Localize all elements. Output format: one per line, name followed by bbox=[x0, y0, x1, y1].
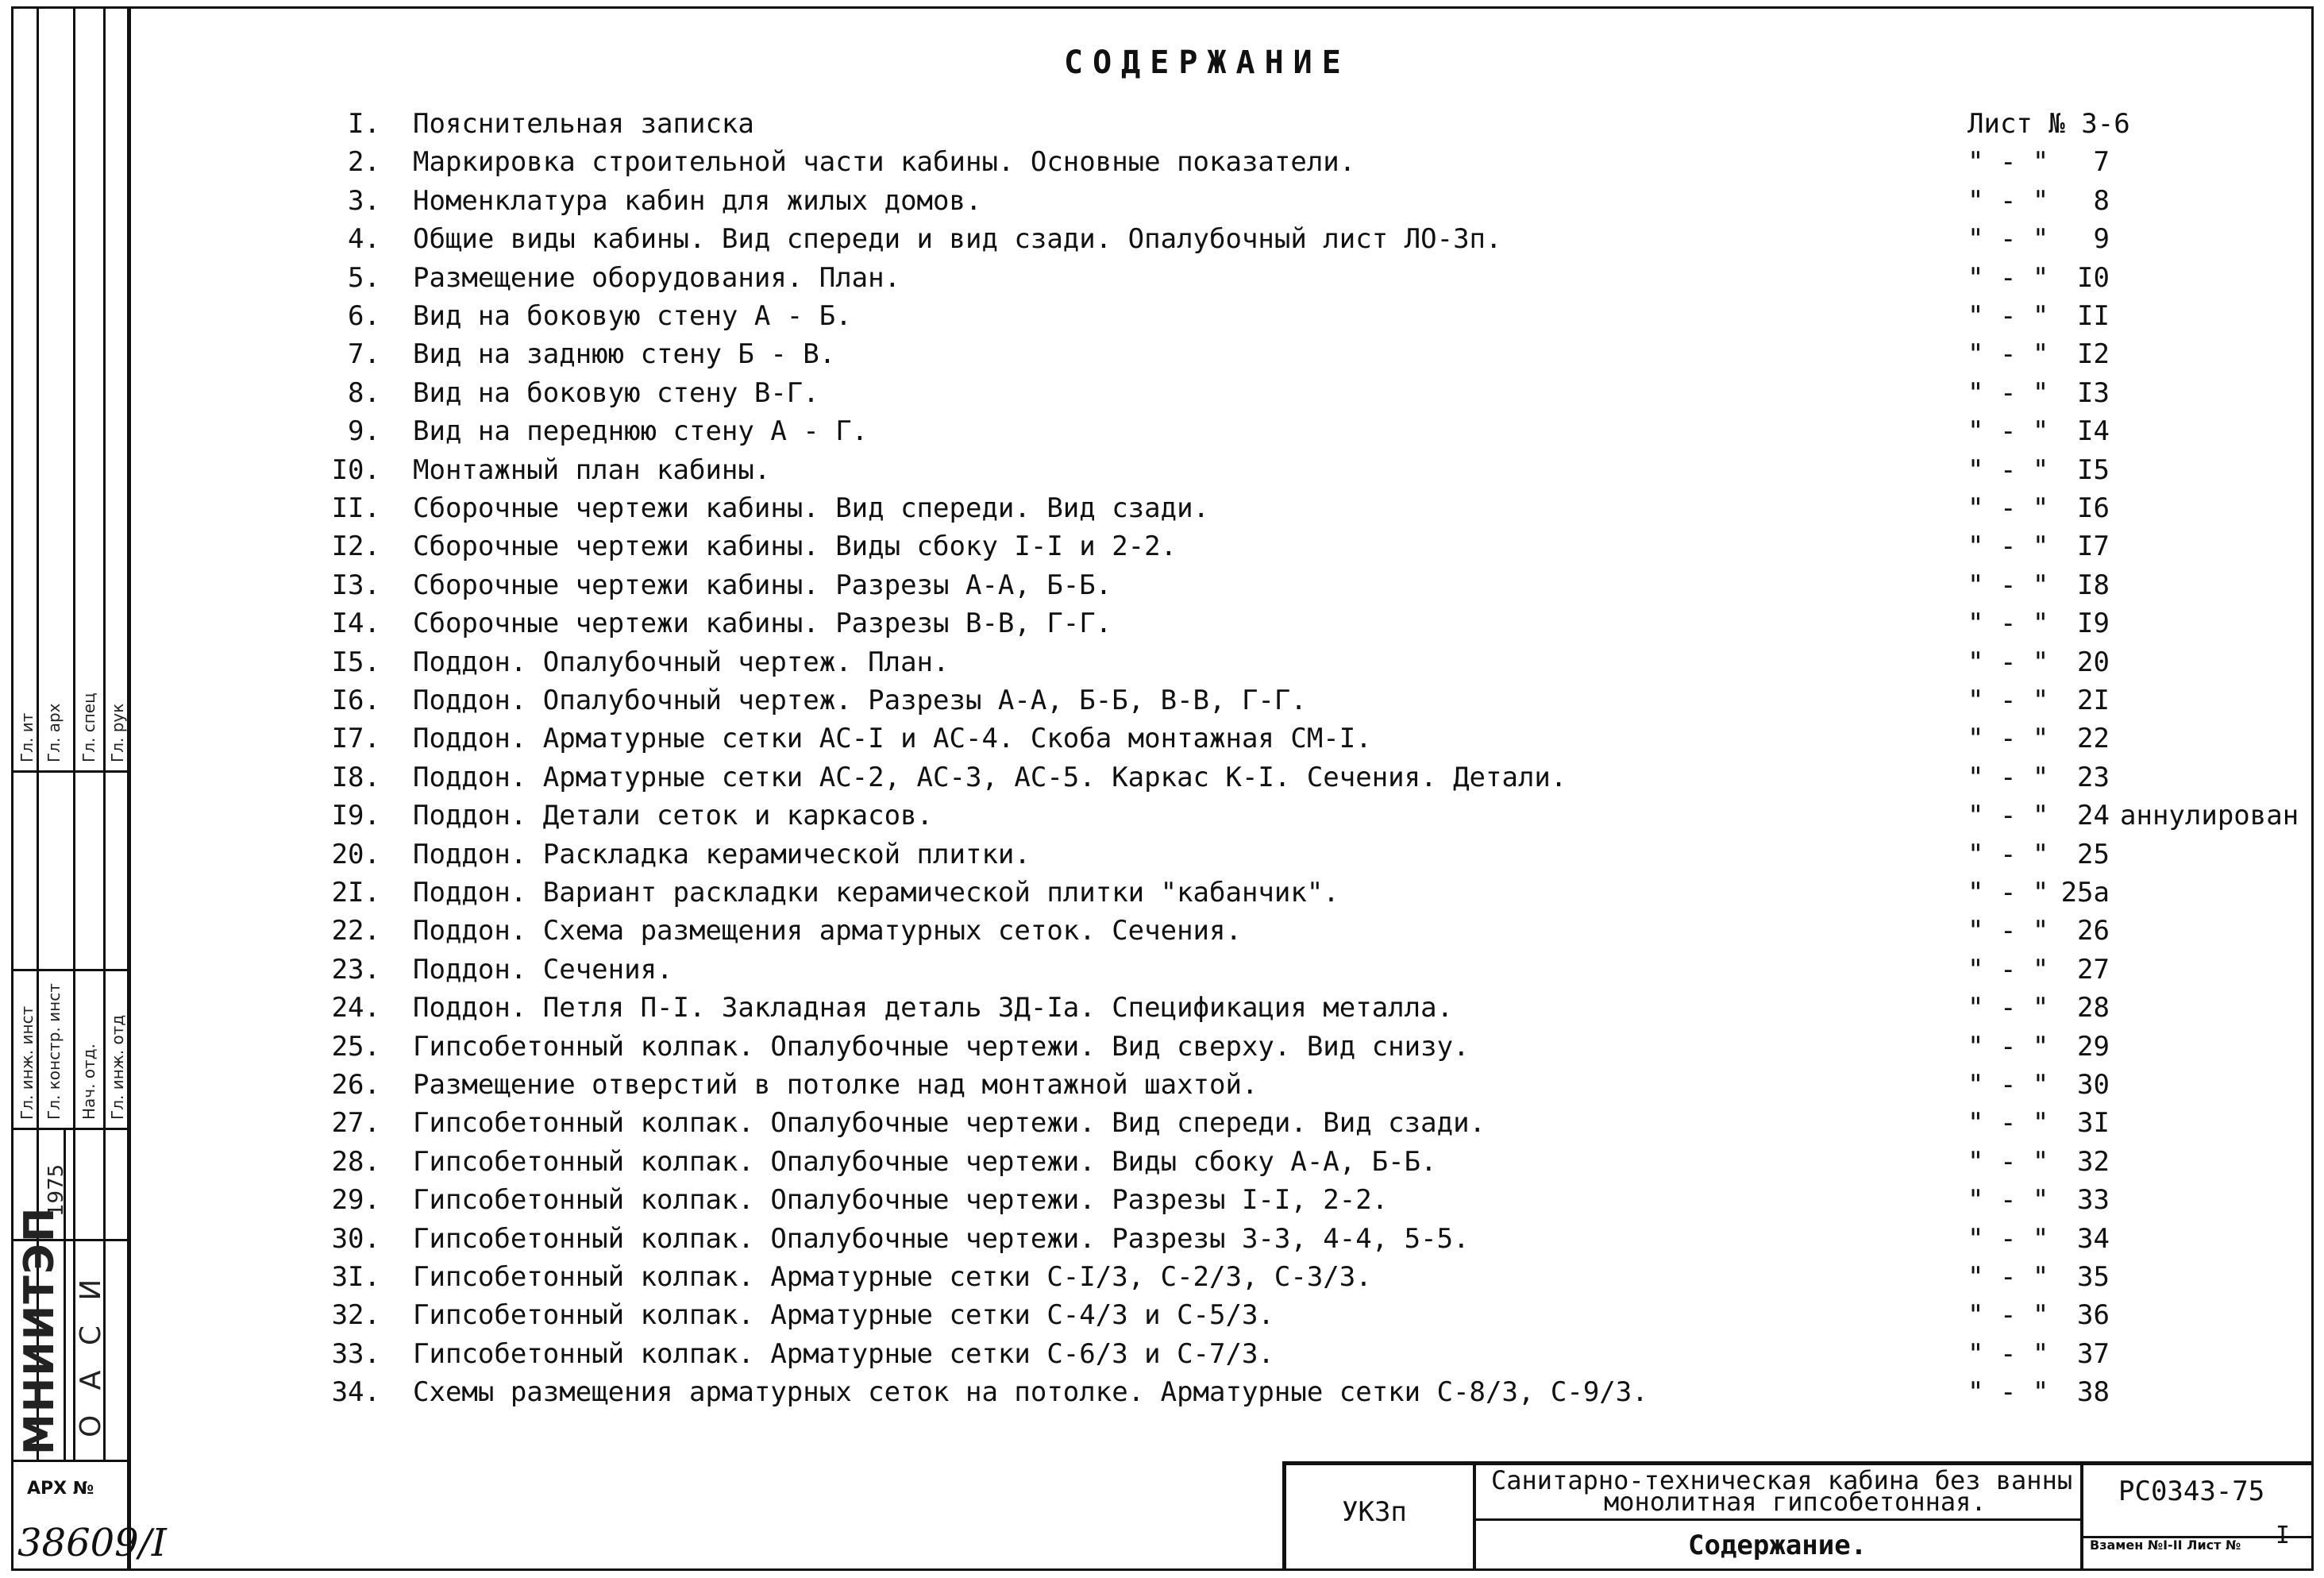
contents-item-ditto: " - " bbox=[1967, 453, 2049, 486]
title-block-sheet-number: I bbox=[2276, 1522, 2291, 1549]
contents-item-ditto: " - " bbox=[1967, 1299, 2049, 1332]
strip-divider bbox=[11, 1460, 127, 1462]
contents-item-page: 25а bbox=[2060, 877, 2110, 909]
contents-item-page: I2 bbox=[2077, 338, 2110, 371]
contents-item-ditto: " - " bbox=[1967, 608, 2049, 640]
contents-item-title: Поддон. Детали сеток и каркасов. bbox=[413, 800, 934, 832]
contents-item-page: 35 bbox=[2077, 1261, 2110, 1293]
title-block-divider bbox=[1473, 1461, 1476, 1571]
strip-role-label: Гл. ит bbox=[17, 712, 37, 762]
contents-item bbox=[0, 143, 2324, 181]
archive-number: 38609/I bbox=[17, 1521, 167, 1565]
contents-item-page: 30 bbox=[2077, 1069, 2110, 1101]
contents-item bbox=[0, 527, 2324, 565]
contents-item-title: Гипсобетонный колпак. Опалубочные чертежи. Вид спереди. Вид сзади. bbox=[413, 1107, 1486, 1140]
contents-item-ditto: " - " bbox=[1967, 1337, 2049, 1370]
contents-item bbox=[0, 220, 2324, 258]
contents-item-title: Номенклатура кабин для жилых домов. bbox=[413, 184, 982, 217]
contents-item bbox=[0, 835, 2324, 874]
contents-item-number: I0. bbox=[331, 453, 380, 486]
strip-role-label: Гл. инж. отд bbox=[108, 1014, 127, 1120]
contents-item-page: 37 bbox=[2077, 1337, 2110, 1370]
contents-item-number: 33. bbox=[331, 1337, 380, 1370]
title-block-divider bbox=[2080, 1461, 2083, 1571]
contents-item bbox=[0, 182, 2324, 220]
contents-item-ditto: " - " bbox=[1967, 685, 2049, 716]
contents-item-title: Сборочные чертежи кабины. Разрезы А-А, Б-Б. bbox=[413, 569, 1112, 601]
contents-item-number: I4. bbox=[331, 608, 380, 640]
contents-item-number: 3I. bbox=[331, 1261, 380, 1293]
contents-item-number: I6. bbox=[331, 685, 380, 716]
contents-item-title: Сборочные чертежи кабины. Разрезы В-В, Г-Г. bbox=[413, 608, 1112, 640]
contents-item-number: II. bbox=[331, 492, 380, 524]
contents-item-page: 23 bbox=[2077, 761, 2110, 793]
contents-item-title: Вид на боковую стену В-Г. bbox=[413, 376, 819, 409]
contents-item-title: Поддон. Схема размещения арматурных сеток. Сечения. bbox=[413, 915, 1242, 947]
contents-item-page: 9 bbox=[2093, 223, 2110, 256]
contents-item-title: Монтажный план кабины. bbox=[413, 453, 771, 486]
contents-item bbox=[0, 797, 2324, 835]
contents-item bbox=[0, 604, 2324, 642]
contents-item-page: 7 bbox=[2093, 146, 2110, 179]
contents-item bbox=[0, 451, 2324, 489]
contents-item-note: аннулирован bbox=[2120, 800, 2299, 832]
contents-item bbox=[0, 681, 2324, 720]
contents-item-ditto: " - " bbox=[1967, 723, 2049, 755]
contents-item-title: Гипсобетонный колпак. Арматурные сетки С-4/3 и С-5/3. bbox=[413, 1299, 1274, 1332]
contents-item-title: Гипсобетонный колпак. Опалубочные чертежи. Разрезы 3-3, 4-4, 5-5. bbox=[413, 1222, 1470, 1255]
title-block-code: УКЗп bbox=[1342, 1496, 1407, 1528]
contents-item-number: 7. bbox=[348, 338, 380, 371]
contents-item bbox=[0, 412, 2324, 450]
contents-item-ditto: " - " bbox=[1967, 531, 2049, 563]
strip-role-label: Гл. рук bbox=[108, 703, 127, 762]
contents-item-number: 20. bbox=[331, 838, 380, 870]
strip-role-label: Гл. констр. инст bbox=[44, 983, 64, 1120]
contents-item-page: 38 bbox=[2077, 1376, 2110, 1409]
strip-department: О А С И bbox=[75, 1271, 107, 1437]
contents-item-page: I0 bbox=[2077, 261, 2110, 294]
contents-item-ditto: " - " bbox=[1967, 1376, 2049, 1409]
contents-item bbox=[0, 566, 2324, 604]
title-block-name-line2: монолитная гипсобетонная. bbox=[1604, 1487, 1987, 1517]
contents-item-title: Поддон. Арматурные сетки АС-I и АС-4. Скоба монтажная СМ-I. bbox=[413, 723, 1372, 755]
contents-item bbox=[0, 1258, 2324, 1296]
contents-item-ditto: " - " bbox=[1967, 415, 2049, 448]
contents-item-ditto: " - " bbox=[1967, 953, 2049, 986]
contents-item-number: 6. bbox=[348, 300, 380, 332]
contents-item bbox=[0, 758, 2324, 797]
contents-item bbox=[0, 335, 2324, 373]
document-title: СОДЕРЖАНИЕ bbox=[1064, 44, 1351, 81]
contents-item bbox=[0, 1028, 2324, 1066]
contents-item bbox=[0, 951, 2324, 989]
contents-item-number: 29. bbox=[331, 1184, 380, 1217]
contents-item-page: 26 bbox=[2077, 915, 2110, 947]
title-block-sheet-label: Взамен №I-II Лист № bbox=[2090, 1537, 2241, 1553]
contents-item-title: Гипсобетонный колпак. Арматурные сетки С-I/3, С-2/3, С-3/3. bbox=[413, 1261, 1372, 1293]
contents-item-page: 22 bbox=[2077, 723, 2110, 755]
contents-item-page: I9 bbox=[2077, 608, 2110, 640]
contents-item-title: Вид на переднюю стену А - Г. bbox=[413, 415, 869, 448]
contents-item-number: 24. bbox=[331, 992, 380, 1024]
contents-item-number: 4. bbox=[348, 223, 380, 256]
title-block-sheet-name: Содержание. bbox=[1688, 1530, 1867, 1561]
contents-item bbox=[0, 1373, 2324, 1411]
contents-item-number: I9. bbox=[331, 800, 380, 832]
contents-item-page: 25 bbox=[2077, 838, 2110, 870]
contents-item bbox=[0, 1066, 2324, 1104]
contents-item-title: Вид на боковую стену А - Б. bbox=[413, 300, 852, 332]
contents-item-title: Сборочные чертежи кабины. Виды сбоку I-I и 2-2. bbox=[413, 531, 1177, 563]
contents-item bbox=[0, 1181, 2324, 1219]
contents-item-number: 9. bbox=[348, 415, 380, 448]
contents-item-number: 34. bbox=[331, 1376, 380, 1409]
contents-item-number: I5. bbox=[331, 646, 380, 678]
contents-item bbox=[0, 489, 2324, 527]
contents-item-page: 2I bbox=[2077, 685, 2110, 716]
contents-item-title: Поддон. Вариант раскладки керамической плитки "кабанчик". bbox=[413, 877, 1339, 909]
contents-item bbox=[0, 1335, 2324, 1373]
contents-item-ditto: " - " bbox=[1967, 492, 2049, 524]
contents-item bbox=[0, 1104, 2324, 1142]
contents-item-number: 2. bbox=[348, 146, 380, 179]
contents-item-ditto: " - " bbox=[1967, 877, 2049, 909]
sheet-column-header: Лист № 3-6 bbox=[1967, 108, 2130, 140]
contents-item bbox=[0, 105, 2324, 143]
title-block-divider bbox=[1476, 1518, 2080, 1521]
strip-role-label: Гл. арх bbox=[44, 703, 64, 762]
contents-item-title: Размещение оборудования. План. bbox=[413, 261, 901, 294]
contents-item-number: 5. bbox=[348, 261, 380, 294]
contents-item-ditto: " - " bbox=[1967, 223, 2049, 256]
contents-item-title: Гипсобетонный колпак. Арматурные сетки С-6/3 и С-7/3. bbox=[413, 1337, 1274, 1370]
contents-item-title: Поддон. Опалубочный чертеж. План. bbox=[413, 646, 950, 678]
contents-item-number: 26. bbox=[331, 1069, 380, 1101]
contents-item-number: 8. bbox=[348, 376, 380, 409]
contents-item-page: I7 bbox=[2077, 531, 2110, 563]
contents-item-title: Сборочные чертежи кабины. Вид спереди. Вид сзади. bbox=[413, 492, 1210, 524]
contents-item-number: 25. bbox=[331, 1030, 380, 1063]
contents-item-ditto: " - " bbox=[1967, 569, 2049, 601]
contents-item-title: Маркировка строительной части кабины. Основные показатели. bbox=[413, 146, 1356, 179]
contents-item-ditto: " - " bbox=[1967, 761, 2049, 793]
contents-item-number: 30. bbox=[331, 1222, 380, 1255]
contents-item-page: 36 bbox=[2077, 1299, 2110, 1332]
contents-item-page: I5 bbox=[2077, 453, 2110, 486]
strip-role-label: Нач. отд. bbox=[79, 1044, 98, 1120]
contents-item-title: Схемы размещения арматурных сеток на потолке. Арматурные сетки С-8/3, С-9/3. bbox=[413, 1376, 1648, 1409]
contents-item-title: Поддон. Опалубочный чертеж. Разрезы А-А, Б-Б, В-В, Г-Г. bbox=[413, 685, 1307, 716]
title-block-series: РС0343-75 bbox=[2118, 1476, 2265, 1507]
contents-item-number: 3. bbox=[348, 184, 380, 217]
contents-item-number: 23. bbox=[331, 953, 380, 986]
contents-item-number: I7. bbox=[331, 723, 380, 755]
contents-item-ditto: " - " bbox=[1967, 261, 2049, 294]
contents-item-title: Поддон. Петля П-I. Закладная деталь ЗД-Iа. Спецификация металла. bbox=[413, 992, 1454, 1024]
contents-item-page: I8 bbox=[2077, 569, 2110, 601]
contents-item-title: Гипсобетонный колпак. Опалубочные чертежи. Разрезы I-I, 2-2. bbox=[413, 1184, 1389, 1217]
strip-organization: МНИИТЭП bbox=[16, 1206, 64, 1455]
contents-item-title: Поддон. Арматурные сетки АС-2, АС-3, АС-5. Каркас К-I. Сечения. Детали. bbox=[413, 761, 1567, 793]
contents-item-page: 28 bbox=[2077, 992, 2110, 1024]
contents-item-title: Поддон. Раскладка керамической плитки. bbox=[413, 838, 1031, 870]
contents-item-page: 34 bbox=[2077, 1222, 2110, 1255]
contents-item-page: 27 bbox=[2077, 953, 2110, 986]
contents-item-number: 22. bbox=[331, 915, 380, 947]
contents-item-page: 29 bbox=[2077, 1030, 2110, 1063]
contents-item-ditto: " - " bbox=[1967, 1145, 2049, 1178]
contents-item bbox=[0, 720, 2324, 758]
contents-item-ditto: " - " bbox=[1967, 800, 2049, 832]
contents-item-page: I4 bbox=[2077, 415, 2110, 448]
contents-item bbox=[0, 374, 2324, 412]
contents-item-ditto: " - " bbox=[1967, 338, 2049, 371]
contents-item-number: 27. bbox=[331, 1107, 380, 1140]
contents-item bbox=[0, 874, 2324, 912]
contents-item bbox=[0, 1143, 2324, 1181]
contents-item-number: I8. bbox=[331, 761, 380, 793]
contents-item-ditto: " - " bbox=[1967, 1030, 2049, 1063]
contents-item-number: 32. bbox=[331, 1299, 380, 1332]
contents-item-page: I3 bbox=[2077, 376, 2110, 409]
contents-item-ditto: " - " bbox=[1967, 992, 2049, 1024]
contents-item-ditto: " - " bbox=[1967, 146, 2049, 179]
contents-item-title: Пояснительная записка bbox=[413, 108, 754, 140]
contents-item-page: 8 bbox=[2093, 184, 2110, 217]
contents-item bbox=[0, 297, 2324, 335]
contents-item-title: Гипсобетонный колпак. Опалубочные чертежи. Виды сбоку А-А, Б-Б. bbox=[413, 1145, 1437, 1178]
contents-item-ditto: " - " bbox=[1967, 1107, 2049, 1140]
title-block-name-line1: Санитарно-техническая кабина без ванны bbox=[1491, 1465, 2073, 1495]
contents-item-title: Гипсобетонный колпак. Опалубочные чертежи. Вид сверху. Вид снизу. bbox=[413, 1030, 1470, 1063]
contents-item-number: I2. bbox=[331, 531, 380, 563]
contents-item bbox=[0, 643, 2324, 681]
contents-item bbox=[0, 1220, 2324, 1258]
contents-item bbox=[0, 912, 2324, 950]
contents-item bbox=[0, 259, 2324, 297]
contents-item-title: Общие виды кабины. Вид спереди и вид сзади. Опалубочный лист ЛО-3п. bbox=[413, 223, 1502, 256]
contents-item-page: 24 bbox=[2077, 800, 2110, 832]
contents-item-ditto: " - " bbox=[1967, 646, 2049, 678]
contents-item-page: 32 bbox=[2077, 1145, 2110, 1178]
contents-item-page: 33 bbox=[2077, 1184, 2110, 1217]
contents-item-page: II bbox=[2077, 300, 2110, 332]
contents-item bbox=[0, 1296, 2324, 1334]
contents-item-page: I6 bbox=[2077, 492, 2110, 524]
strip-role-label: Гл. инж. инст bbox=[17, 1005, 37, 1120]
contents-item-ditto: " - " bbox=[1967, 915, 2049, 947]
contents-item-ditto: " - " bbox=[1967, 300, 2049, 332]
contents-item-title: Размещение отверстий в потолке над монтажной шахтой. bbox=[413, 1069, 1258, 1101]
contents-item-number: I3. bbox=[331, 569, 380, 601]
contents-item-number: I. bbox=[348, 108, 380, 140]
strip-role-label: Гл. спец bbox=[79, 693, 98, 762]
contents-item-page: 20 bbox=[2077, 646, 2110, 678]
contents-item-title: Вид на заднюю стену Б - В. bbox=[413, 338, 836, 371]
archive-label: АРХ № bbox=[27, 1479, 94, 1499]
contents-item-ditto: " - " bbox=[1967, 1069, 2049, 1101]
contents-item-ditto: " - " bbox=[1967, 184, 2049, 217]
contents-item-ditto: " - " bbox=[1967, 1261, 2049, 1293]
contents-item-ditto: " - " bbox=[1967, 838, 2049, 870]
contents-item-number: 28. bbox=[331, 1145, 380, 1178]
strip-year: 1975 bbox=[44, 1163, 68, 1217]
contents-item-ditto: " - " bbox=[1967, 1222, 2049, 1255]
contents-item-title: Поддон. Сечения. bbox=[413, 953, 673, 986]
contents-item-ditto: " - " bbox=[1967, 1184, 2049, 1217]
contents-item-number: 2I. bbox=[331, 877, 380, 909]
contents-item bbox=[0, 989, 2324, 1027]
contents-item-page: 3I bbox=[2077, 1107, 2110, 1140]
contents-item-ditto: " - " bbox=[1967, 376, 2049, 409]
